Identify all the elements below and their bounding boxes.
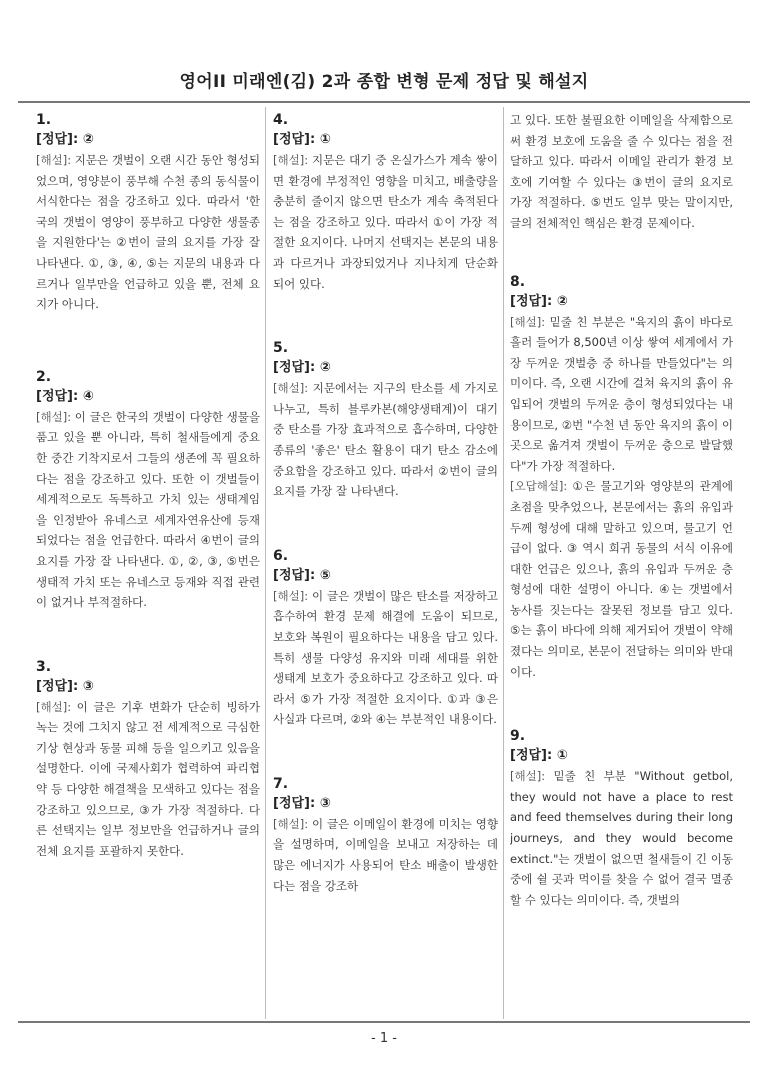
answer-value: ① [319, 132, 331, 147]
explanation-continued: 고 있다. 또한 불필요한 이메일을 삭제함으로써 환경 보호에 도움을 줄 수 있다는 점을 전달하고 있다. 따라서 이메일 관리가 환경 보호에 기여할 수 있다는 ③번이 글의 요지로 가장 적절하다. ⑤번도 일부 맞는 말이지만, 글의 전체적인 핵심은 환경 문제이다. [510, 113, 733, 230]
answer-item-7 [273, 774, 498, 896]
explanation-label: [해설]: [273, 816, 309, 831]
explanation-label: [해설]: [273, 153, 309, 167]
wrong-explanation-text: ①은 물고기와 영양분의 관계에 초점을 맞추었으나, 본문에서는 흙의 유입과 두께 형성에 대해 말하고 있으며, 물고기 언급이 없다. ③ 역시 희귀 동물의 서식 이유에 대한 언급은 있으나, 흙의 유입과 두꺼운 층 형성에 대한 설명이 아니다. ④는 갯벌에서 농사를 짓는다는 잘못된 정보를 담고 있다. ⑤는 흙이 바다에 의해 제거되어 갯벌이 약해졌다는 의미로, 본문이 전달하는 의미와 반대이다. [510, 479, 733, 679]
explanation-label: [해설]: [273, 381, 309, 396]
explanation-label: [해설]: [510, 314, 546, 329]
column-1 [36, 110, 260, 1015]
question-number: 1. [36, 112, 52, 128]
answer-label: [정답]: [510, 748, 553, 764]
answer-item-2 [36, 367, 260, 613]
answer-label: [정답]: [273, 132, 316, 147]
page-title: 영어II 미래엔(김) 2과 종합 변형 문제 정답 및 해설지 [179, 72, 589, 92]
explanation-text: 지문에서는 지구의 탄소를 세 가지로 나누고, 특히 블루카본(해양생태계)이 대기 중 탄소를 가장 효과적으로 흡수하며, 다양한 종류의 '좋은' 탄소 활용이 대기 탄소 감소에 중요함을 강조하고 있다. 따라서 ②번이 글의 요지를 가장 잘 나타낸다. [273, 381, 498, 499]
answer-label: [정답]: [36, 678, 79, 694]
explanation-text: 지문은 대기 중 온실가스가 계속 쌓이면 환경에 부정적인 영향을 미치고, 배출량을 충분히 줄이지 않으면 탄소가 계속 축적된다는 점을 강조하고 있다. 따라서 ①이 가장 적절한 요지이다. 나머지 선택지는 본문의 내용과 다르거나 과장되었거나 지나치게 단순화되어 있다. [273, 153, 498, 291]
column-divider [503, 107, 504, 1019]
answer-value: ② [82, 132, 94, 147]
answer-label: [정답]: [273, 795, 316, 811]
answer-label: [정답]: [36, 132, 79, 147]
answer-value: ② [556, 293, 568, 309]
answer-value: ⑤ [319, 567, 331, 583]
column-2 [273, 110, 498, 1015]
explanation-text: 이 글은 이메일이 환경에 미치는 영향을 설명하며, 이메일을 보내고 저장하는 데 많은 에너지가 사용되어 탄소 배출이 발생한다는 점을 강조하 [273, 816, 498, 893]
answer-item-3 [36, 657, 260, 862]
explanation-label: [해설]: [36, 699, 72, 714]
explanation-text: 이 글은 갯벌이 많은 탄소를 저장하고 흡수하여 환경 문제 해결에 도움이 되므로, 보호와 복원이 필요하다는 내용을 담고 있다. 특히 생물 다양성 유지와 미래 세대를 위한 생태계 보호가 중요하다고 강조하고 있다. 따라서 ⑤가 가장 적절한 요지이다. ①과 ③은 사실과 다르며, ②와 ④는 부분적인 내용이다. [273, 588, 498, 727]
explanation-label: [해설]: [36, 409, 72, 424]
question-number: 9. [510, 728, 526, 745]
top-divider [18, 101, 750, 103]
explanation-label: [해설]: [273, 588, 309, 603]
question-number: 6. [273, 547, 289, 564]
explanation-text: 밑줄 친 부분은 "육지의 흙이 바다로 흘러 들어가 8,500년 이상 쌓여 세계에서 가장 두꺼운 갯벌층 중 하나를 만들었다"는 의미이다. 즉, 오랜 시간에 걸쳐 육지의 흙이 유입되어 갯벌의 두꺼운 층이 형성되었다는 내용이므로, ②번 "수천 년 동안 육지의 흙이 이곳으로 옮겨져 갯벌이 두꺼운 층으로 발달했다"가 가장 적절하다. [510, 314, 733, 473]
question-number: 4. [273, 112, 289, 128]
question-number: 2. [36, 368, 52, 385]
explanation-label: [해설]: [510, 769, 546, 784]
answer-value: ② [319, 360, 331, 376]
page-number: - 1 - [371, 1031, 397, 1046]
explanation-label: [해설]: [36, 153, 72, 167]
answer-label: [정답]: [36, 388, 79, 404]
bottom-divider [18, 1021, 750, 1023]
explanation-text: 이 글은 기후 변화가 단순히 빙하가 녹는 것에 그치지 않고 전 세계적으로 극심한 기상 현상과 동물 피해 등을 일으키고 있음을 설명한다. 이에 국제사회가 협력하여 파리협약 등 다양한 해결책을 모색하고 있다는 점을 강조하고 있으므로, ③가 가장 적절하다. 다른 선택지는 일부 정보만을 언급하거나 글의 전체 요지를 포괄하지 못한다. [36, 699, 260, 858]
wrong-explanation-label: [오답해설]: [510, 479, 568, 494]
answer-value: ③ [82, 678, 94, 694]
explanation-text: 밑줄 친 부분 "Without getbol, they would not have a place to rest and feed themselves during their long journeys, and they would become extinct."는 갯벌이 없으면 철새들이 긴 이동 중에 쉴 곳과 먹이를 찾을 수 없어 결국 멸종할 수 있다는 의미이다. 즉, 갯벌의 [510, 769, 733, 907]
question-number: 5. [273, 340, 289, 357]
answer-item-1 [36, 110, 260, 315]
answer-item-5 [273, 338, 498, 502]
answer-value: ③ [319, 795, 331, 811]
answer-value: ① [556, 748, 568, 764]
column-3 [510, 110, 733, 1015]
answer-item-8 [510, 272, 733, 683]
explanation-text: 지문은 갯벌이 오랜 시간 동안 형성되었으며, 영양분이 풍부해 수천 종의 동식물이 서식한다는 점을 강조하고 있다. 따라서 '한국의 갯벌이 영양이 풍부하고 다양한 생물종을 지원한다'는 ②번이 글의 요지를 가장 잘 나타낸다. ①, ③, ④, ⑤는 지문의 내용과 다르거나 일부만을 언급하고 있을 뿐, 전체 요지가 아니다. [36, 153, 260, 312]
answer-label: [정답]: [510, 293, 553, 309]
question-number: 3. [36, 658, 52, 675]
question-number: 8. [510, 273, 526, 290]
answer-item-6 [273, 546, 498, 730]
answer-item-9 [510, 726, 733, 910]
column-divider [265, 107, 266, 1019]
explanation-text: 이 글은 한국의 갯벌이 다양한 생물을 품고 있을 뿐 아니라, 특히 철새들에게 중요한 중간 기착지로서 그들의 생존에 꼭 필요하다는 점을 강조하고 있다. 또한 이 갯벌들이 세계적으로도 독특하고 가치 있는 생태계임을 인정받아 유네스코 세계자연유산에 등재되었다는 점을 언급한다. 따라서 ④번이 글의 요지를 가장 잘 나타낸다. ①, ②, ③, ⑤번은 생태적 가치 또는 유네스코 등재와 직접 관련이 없거나 부적절하다. [36, 409, 260, 610]
answer-label: [정답]: [273, 360, 316, 376]
answer-item-4 [273, 110, 498, 294]
question-number: 7. [273, 775, 289, 792]
answer-label: [정답]: [273, 567, 316, 583]
answer-value: ④ [82, 388, 94, 404]
